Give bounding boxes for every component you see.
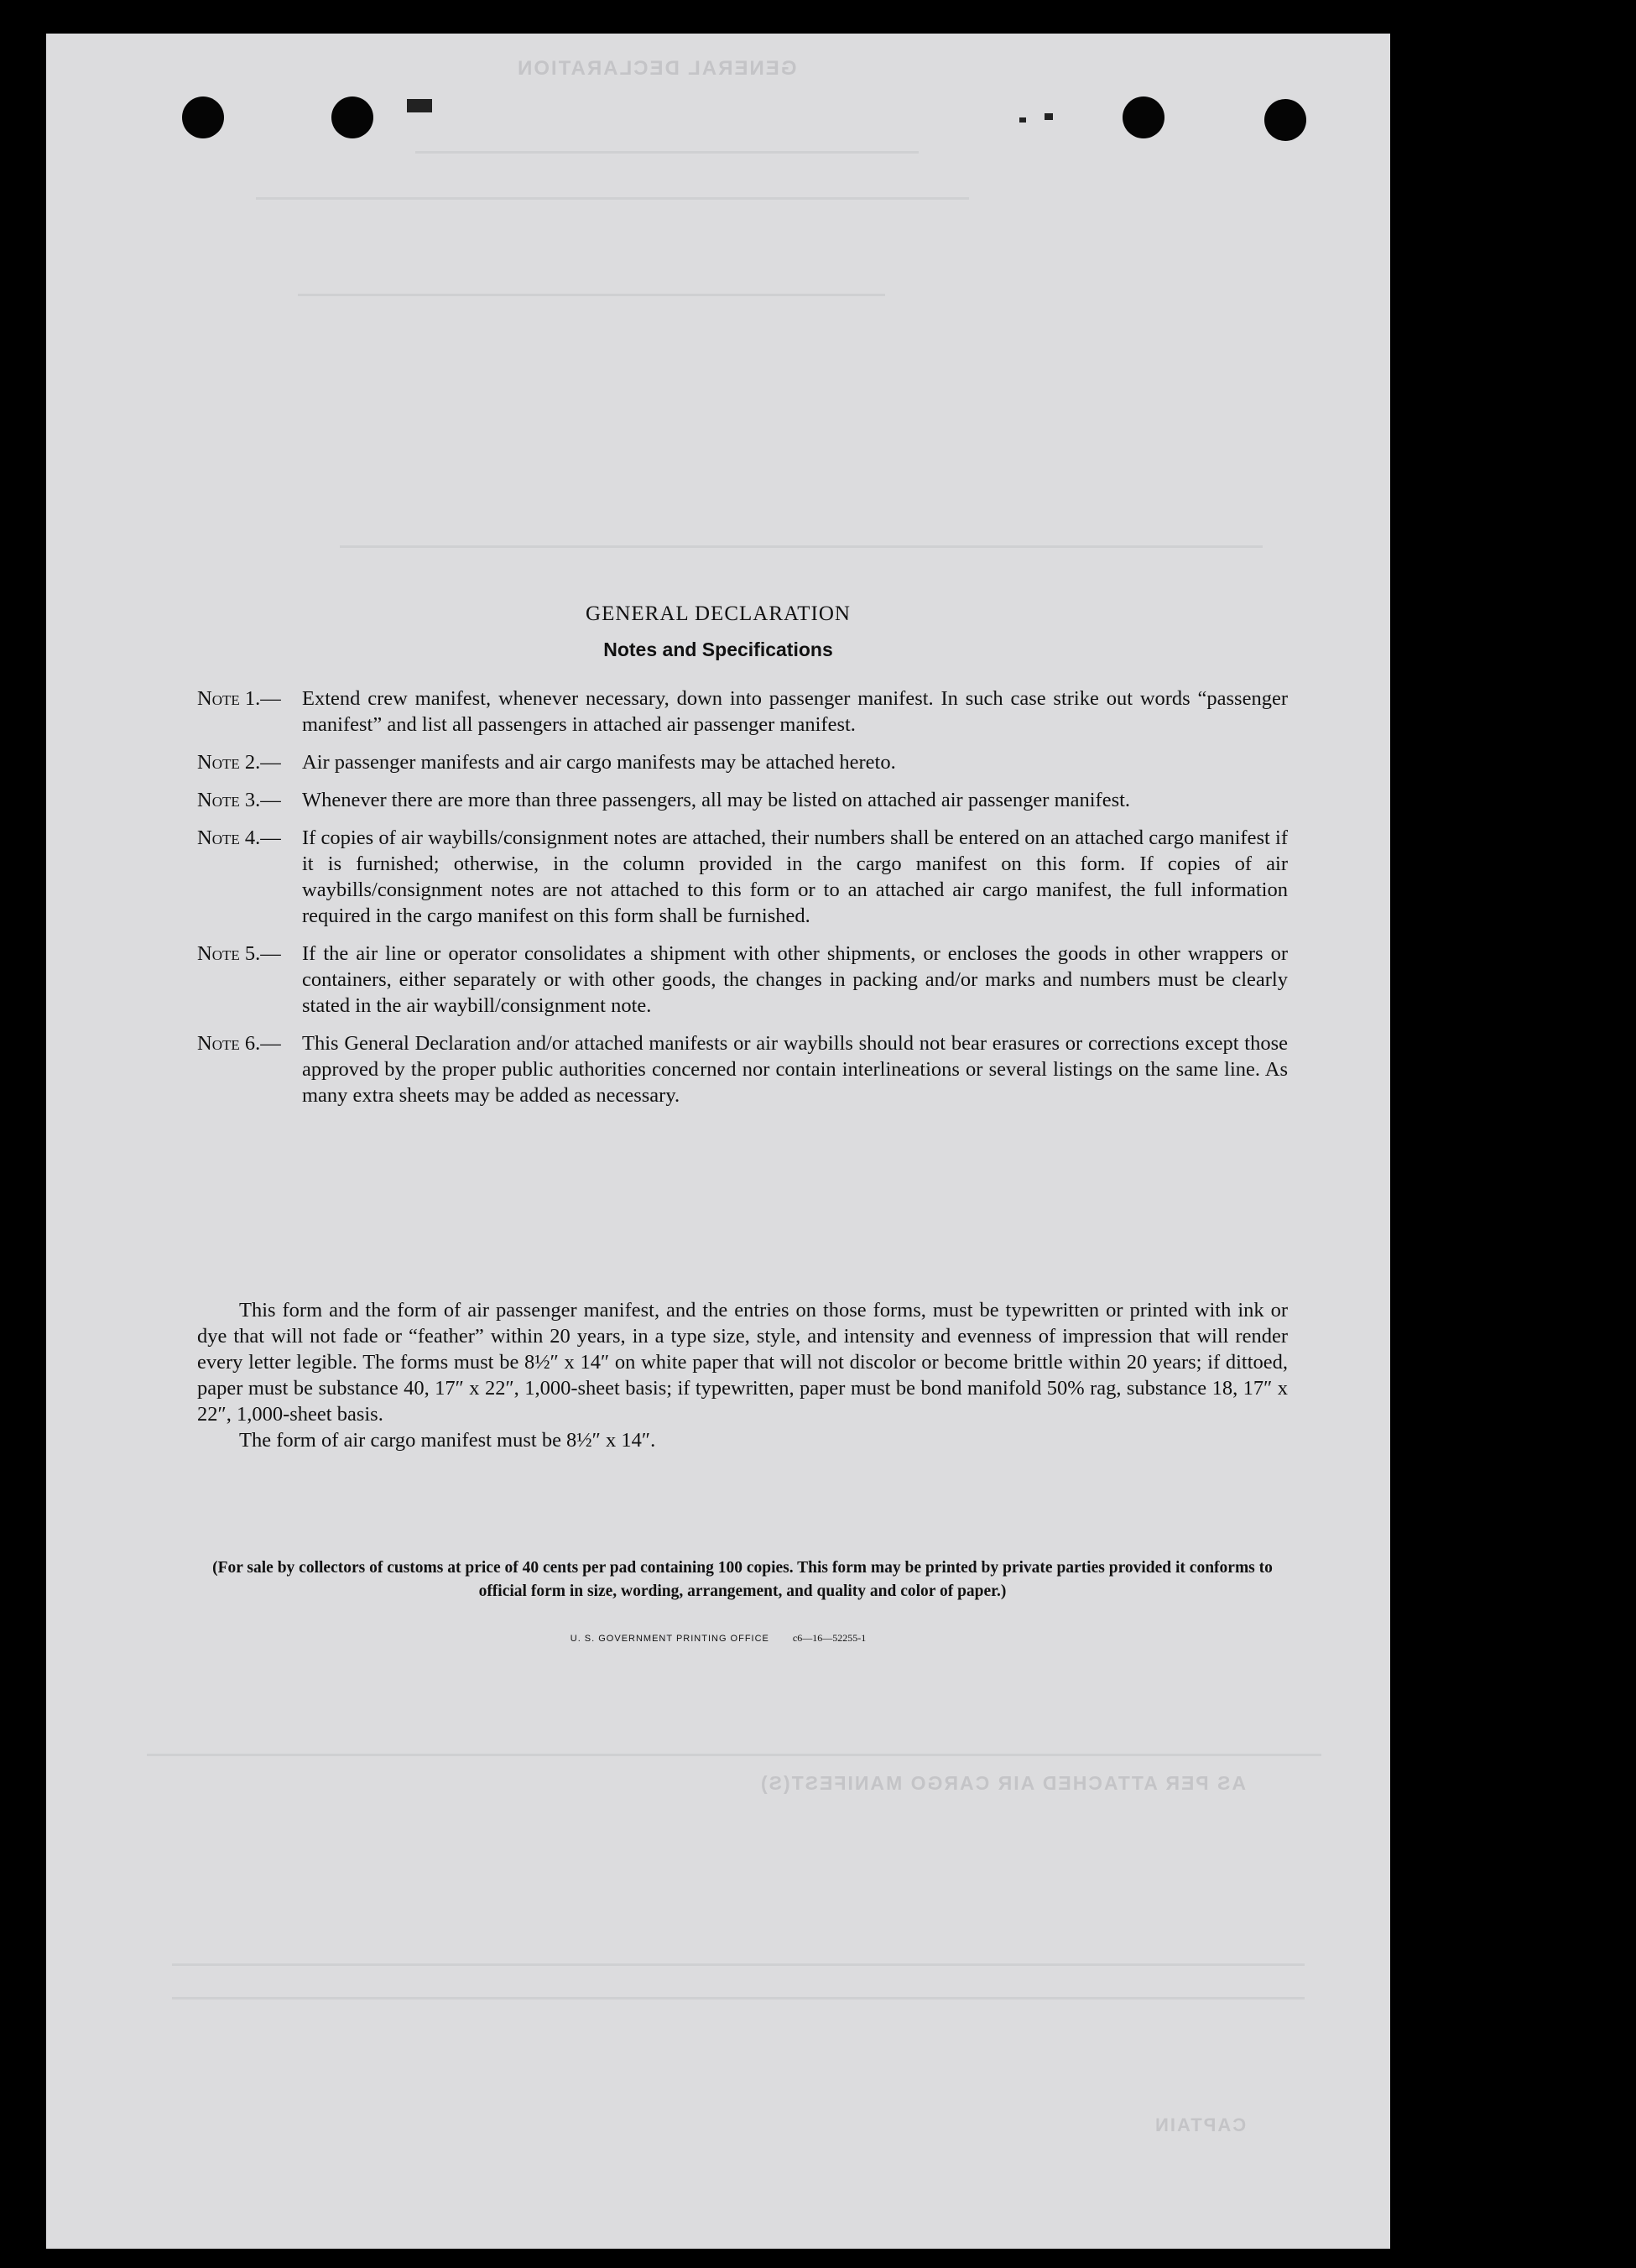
punch-hole <box>182 96 224 138</box>
note-text: If the air line or operator consolidates a shipment with other shipments, or encloses the goods in other wrappers or containers, either separately or with other goods, the changes in packing and/or marks and numbers must be clearly stated in the air waybill/consignment note. <box>302 942 1288 1017</box>
ink-speck <box>1045 113 1053 120</box>
requirements-text: This form and the form of air passenger manifest, and the entries on those forms, must be typewritten or printed with ink or dye that will not fade or “feather” within 20 years, in a type size, style, and intensity and evenness of impression that will render every letter legible. The forms must be 8½″ x 14″ on white paper that will not discolor or become brittle within 20 years; if dittoed, paper must be substance 40, 17″ x 22″, 1,000-sheet basis; if typewritten, paper must be bond manifold 50% rag, substance 18, 17″ x 22″, 1,000-sheet basis. <box>197 1299 1288 1426</box>
note-3 <box>197 787 1288 813</box>
printer-office: U. S. GOVERNMENT PRINTING OFFICE <box>570 1634 769 1644</box>
punch-hole <box>1123 96 1164 138</box>
bleed-through-line <box>298 294 885 296</box>
note-text: Whenever there are more than three passengers, all may be listed on attached air passenger manifest. <box>302 789 1131 811</box>
page-title: GENERAL DECLARATION <box>586 602 851 625</box>
requirements-paragraph <box>197 1297 1288 1453</box>
sale-notice: (For sale by collectors of customs at price of 40 cents per pad containing 100 copies. This form may be printed by private parties provided it conforms to official form in size, wording, arrangement, and quality and color of paper.) <box>212 1559 1273 1600</box>
bleed-through-captain: CAPTAIN <box>1154 2114 1247 2135</box>
note-label: Note 4.— <box>197 826 281 849</box>
note-5 <box>197 941 1288 1019</box>
note-text: If copies of air waybills/consignment notes are attached, their numbers shall be entered on an attached cargo manifest if it is furnished; otherwise, in the column provided in the cargo manifest on this form. If copies of air waybills/consignment notes are not attached to this form or to an attached air cargo manifest, the full information required in the cargo manifest on this form shall be furnished. <box>302 826 1288 927</box>
printer-code: c6—16—52255-1 <box>792 1632 867 1644</box>
note-6 <box>197 1030 1288 1108</box>
note-label: Note 2.— <box>197 751 281 774</box>
bleed-through-line <box>147 1754 1321 1756</box>
note-text: Extend crew manifest, whenever necessary, down into passenger manifest. In such case strike out words “passenger manifest” and list all passengers in attached air passenger manifest. <box>302 687 1288 736</box>
bleed-through-heading: GENERAL DECLARATION <box>516 57 797 80</box>
bleed-through-line <box>340 545 1263 548</box>
note-label: Note 5.— <box>197 942 281 965</box>
document-page <box>46 34 1390 2249</box>
bleed-through-line <box>415 151 919 154</box>
cargo-manifest-size-text: The form of air cargo manifest must be 8½″ x 14″. <box>239 1429 656 1452</box>
note-text: Air passenger manifests and air cargo manifests may be attached hereto. <box>302 751 896 774</box>
note-label: Note 6.— <box>197 1032 281 1055</box>
note-label: Note 1.— <box>197 687 281 710</box>
note-text: This General Declaration and/or attached manifests or air waybills should not bear erasures or corrections except those approved by the proper public authorities concerned nor contain interlineations or several listings on the same line. As many extra sheets may be added as necessary. <box>302 1032 1288 1107</box>
note-2 <box>197 749 1288 775</box>
note-4 <box>197 825 1288 929</box>
bleed-through-line <box>172 1963 1305 1966</box>
ink-speck <box>1019 117 1026 123</box>
bleed-through-line <box>172 1997 1305 1999</box>
bleed-through-cargo-stamp: AS PER ATTACHED AIR CARGO MANIFEST(S) <box>759 1772 1246 1794</box>
note-1 <box>197 686 1288 738</box>
ink-speck <box>407 99 432 112</box>
note-label: Note 3.— <box>197 789 281 811</box>
punch-hole <box>331 96 373 138</box>
notes-list <box>197 686 1288 1120</box>
bleed-through-line <box>256 197 969 200</box>
punch-hole <box>1264 99 1306 141</box>
printer-line <box>46 1632 1390 1645</box>
page-subtitle: Notes and Specifications <box>603 639 833 660</box>
